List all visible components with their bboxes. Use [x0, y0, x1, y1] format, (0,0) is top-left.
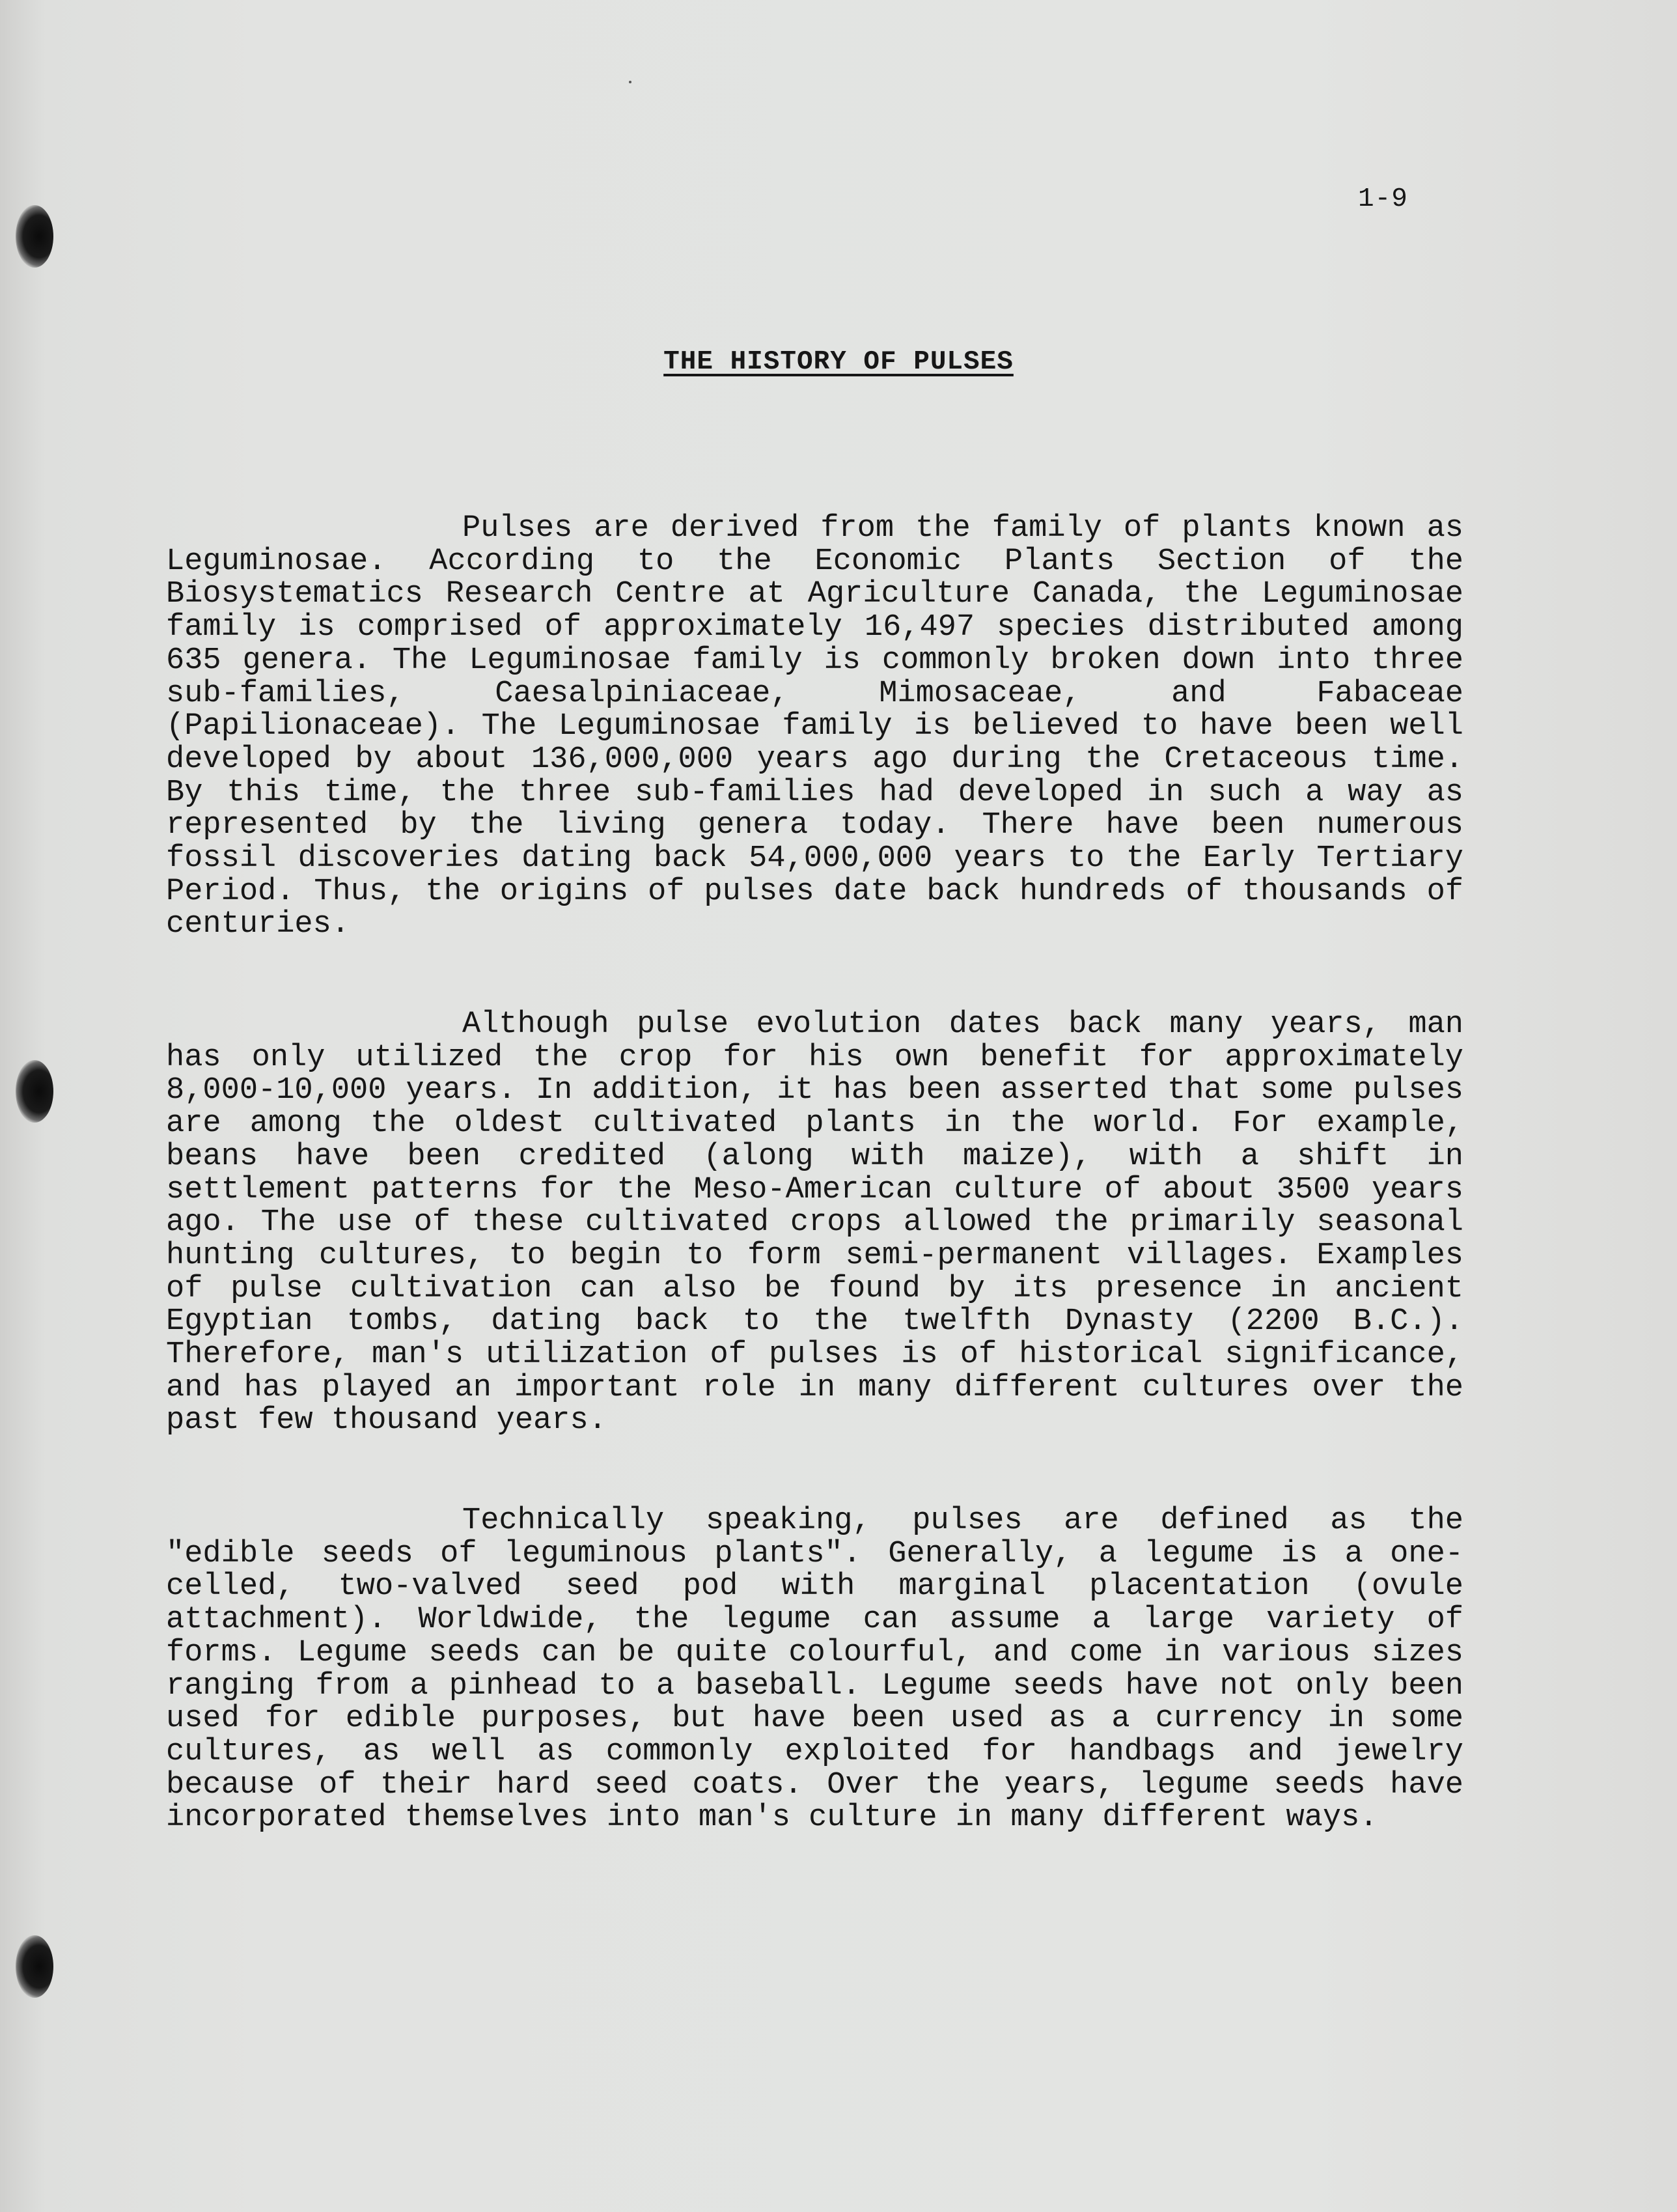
paragraph-text: Pulses are derived from the family of plants known as Leguminosae. According to the Economic Plants Section of the Biosystematics Research Centre at Agriculture Canada, the Leguminosae family is comprised of approximately 16,497 species distributed among 635 genera. The Leguminosae family is commonly broken down into three sub-families, Caesalpiniaceae, Mimosaceae, and Fabaceae (Papilionaceae). The Leguminosae family is believed to have been well developed by about 136,000,000 years ago during the Cretaceous time. By this time, the three sub-families had developed in such a way as represented by the living genera today. There have been numerous fossil discoveries dating back 54,000,000 years to the Early Tertiary Period. Thus, the origins of pulses date back hundreds of thousands of centuries. — [166, 511, 1463, 942]
paragraph-cultivation — [166, 1009, 1463, 1438]
page-number: 1-9 — [1358, 184, 1408, 214]
paragraph-text: Although pulse evolution dates back many years, man has only utilized the crop for his own benefit for approximately 8,000-10,000 years. In addition, it has been asserted that some pulses are among the oldest cultivated plants in the world. For example, beans have been credited (along with maize), with a shift in settlement patterns for the Meso-American culture of about 3500 years ago. The use of these cultivated crops allowed the primarily seasonal hunting cultures, to begin to form semi-permanent villages. Examples of pulse cultivation can also be found by its presence in ancient Egyptian tombs, dating back to the twelfth Dynasty (2200 B.C.). Therefore, man's utilization of pulses is of historical significance, and has played an important role in many different cultures over the past few thousand years. — [166, 1007, 1463, 1438]
scan-speck — [629, 81, 631, 83]
paragraph-text: Technically speaking, pulses are defined as the "edible seeds of leguminous plants". Generally, a legume is a one-celled, two-valved seed pod with marginal placentation (ovule attachment). Worldwide, the legume can assume a large variety of forms. Legume seeds can be quite colourful, and come in various sizes ranging from a pinhead to a baseball. Legume seeds have not only been used for edible purposes, but have been used as a currency in some cultures, as well as commonly exploited for handbags and jewelry because of their hard seed coats. Over the years, legume seeds have incorporated themselves into man's culture in many different ways. — [166, 1504, 1463, 1836]
page-title: THE HISTORY OF PULSES — [663, 347, 1014, 377]
paragraph-origins — [166, 512, 1463, 942]
binder-hole-top — [16, 205, 53, 268]
paragraph-definition — [166, 1505, 1463, 1835]
binder-hole-middle — [16, 1060, 53, 1123]
binder-hole-bottom — [16, 1935, 53, 1998]
